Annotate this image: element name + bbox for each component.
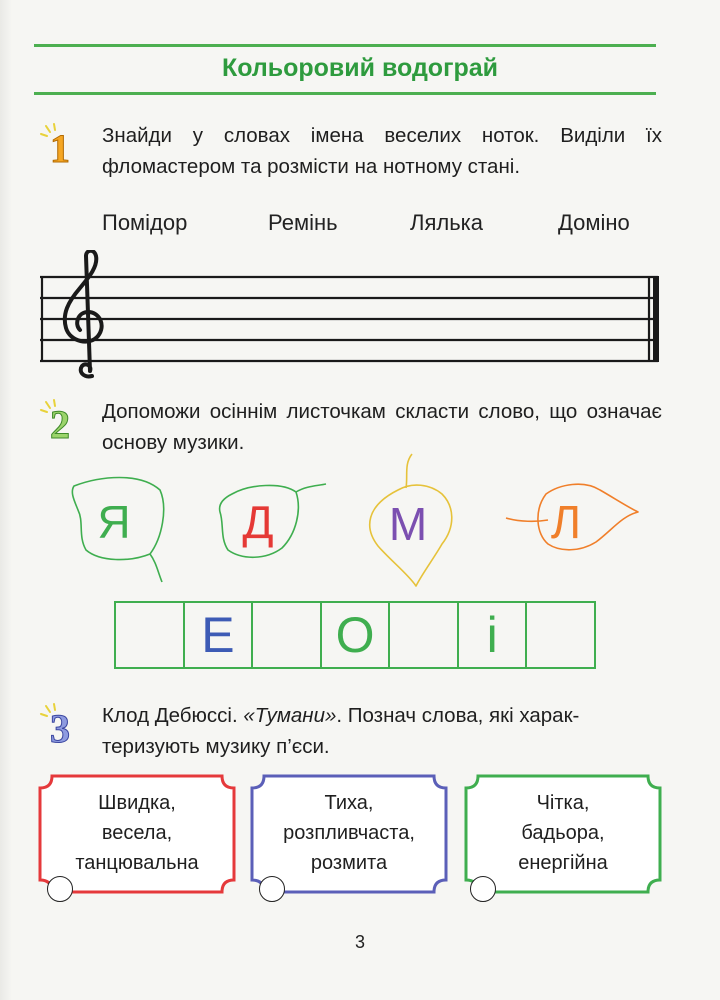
leaf-1-letter: Я [97,496,131,548]
card-2-line-2: розпливчаста, [283,822,415,844]
answer-card-1 [38,774,236,894]
card-1-checkbox[interactable] [47,876,73,902]
task-number-3: 3 [50,706,70,746]
task-number-3-icon [38,702,82,746]
leaf-2-letter: Д [242,496,274,548]
task1-instructions: Знайди у словах імена веселих ноток. Виділи їх фломастером та розмісти на нотному стані. [102,124,662,178]
answer-grid [114,601,596,669]
music-staff[interactable] [40,250,665,380]
word-1: Помідор [102,210,188,235]
grid-cell-2: Е [185,603,254,667]
word-2: Ремінь [268,210,338,235]
task-number-2: 2 [50,402,70,442]
grid-cell-4: О [322,603,391,667]
card-3-line-3: енергійна [518,852,608,874]
task-number-2-icon [38,398,82,442]
task3-instructions [102,700,662,762]
grid-cell-3[interactable] [253,603,322,667]
card-1-line-2: весела, [101,822,173,844]
treble-clef-icon [65,251,102,377]
piece-title: «Тумани» [243,704,337,727]
page-title: Кольоровий водограй [221,54,499,82]
task3-text-line1: . Познач слова, які харак- [336,704,580,727]
leaf-3-letter: М [388,498,428,550]
grid-cell-1[interactable] [116,603,185,667]
header-bottom-rule [34,92,656,95]
header-top-rule [34,44,656,47]
card-3-checkbox[interactable] [470,876,496,902]
word-3: Лялька [410,210,483,235]
leaves-group [60,450,660,590]
task-number-1-icon [38,122,82,166]
page-edge [0,0,12,1000]
page-number: 3 [354,932,365,952]
answer-card-2 [250,774,448,894]
word-4: Доміно [558,210,630,235]
card-3-line-2: бадьора, [521,822,605,844]
task2-instructions: Допоможи осіннім листочкам скласти слово, що означає основу музики. [102,400,662,454]
card-2-line-3: розмита [310,852,388,874]
grid-cell-6: і [459,603,528,667]
task-number-1: 1 [50,126,70,166]
composer-name: Клод Дебюссі. [102,704,244,727]
card-2-checkbox[interactable] [259,876,285,902]
grid-cell-5[interactable] [390,603,459,667]
card-2-line-1: Тиха, [324,792,374,814]
card-1-line-1: Швидка, [98,792,176,814]
leaf-4-letter: Л [550,496,582,548]
card-3-line-1: Чітка, [536,792,590,814]
grid-cell-7[interactable] [527,603,594,667]
answer-card-3 [464,774,662,894]
task3-text-line2: теризують музику п’єси. [102,735,330,758]
card-1-line-3: танцювальна [75,852,199,874]
